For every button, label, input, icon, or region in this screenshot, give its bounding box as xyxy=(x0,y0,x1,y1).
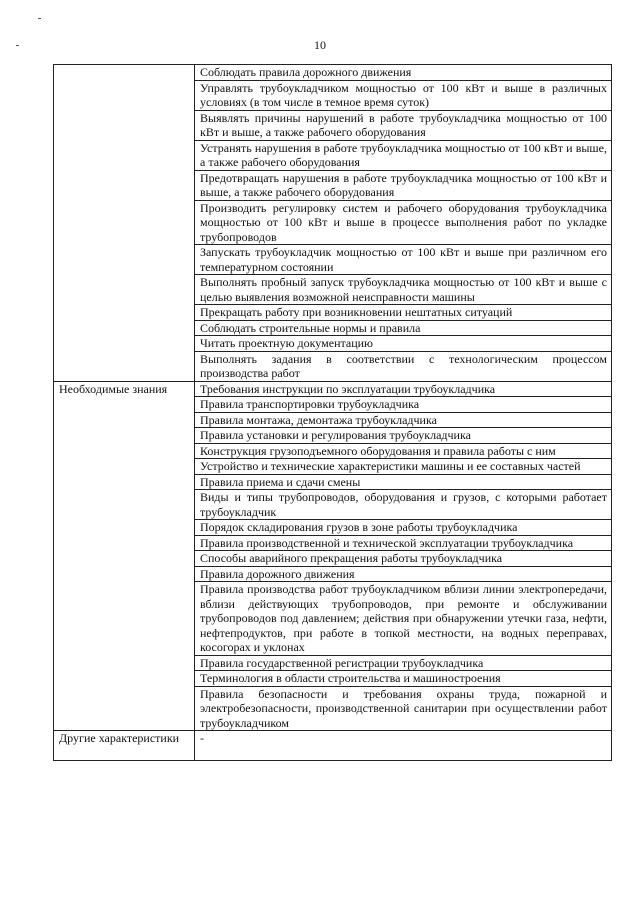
table-cell: Читать проектную документацию xyxy=(195,336,612,352)
table-cell: Правила транспортировки трубоукладчика xyxy=(195,397,612,413)
requirements-table xyxy=(53,64,612,761)
table-cell: Способы аварийного прекращения работы трубоукладчика xyxy=(195,551,612,567)
table-row xyxy=(54,731,612,761)
table-cell: Порядок складирования грузов в зоне работы трубоукладчика xyxy=(195,520,612,536)
table-cell: Устранять нарушения в работе трубоукладчика мощностью от 100 кВт и выше, а также рабочего оборудования xyxy=(195,140,612,170)
section-label: Необходимые знания xyxy=(54,381,195,731)
table-cell: Правила установки и регулирования трубоукладчика xyxy=(195,428,612,444)
table-row xyxy=(54,381,612,397)
table-cell: Правила безопасности и требования охраны труда, пожарной и электробезопасности, производственной санитарии при осуществлении работ трубоукладчиком xyxy=(195,686,612,731)
table-cell: Соблюдать строительные нормы и правила xyxy=(195,320,612,336)
table-cell: Предотвращать нарушения в работе трубоукладчика мощностью от 100 кВт и выше, а также рабочего оборудования xyxy=(195,170,612,200)
page-number: 10 xyxy=(314,38,326,52)
section-label: Другие характеристики xyxy=(54,731,195,761)
table-cell: Конструкция грузоподъемного оборудования и правила работы с ним xyxy=(195,443,612,459)
table-cell: Соблюдать правила дорожного движения xyxy=(195,65,612,81)
table-cell: Виды и типы трубопроводов, оборудования и грузов, с которыми работает трубоукладчик xyxy=(195,490,612,520)
table-row xyxy=(54,65,612,81)
table-cell: Запускать трубоукладчик мощностью от 100 кВт и выше при различном его температурном состоянии xyxy=(195,245,612,275)
table-cell: Правила государственной регистрации трубоукладчика xyxy=(195,655,612,671)
table-cell: Правила производства работ трубоукладчиком вблизи линии электропередачи, вблизи действующих трубопроводов, при ремонте и обслуживании трубопроводов под давлением; действия при обнаружении утечки газа, нефти, нефтепродуктов, при работе в топкой местности, на водных переправах, косогорах и уклонах xyxy=(195,582,612,656)
table-cell: Правила приема и сдачи смены xyxy=(195,474,612,490)
table-cell: Правила монтажа, демонтажа трубоукладчика xyxy=(195,412,612,428)
table-cell: - xyxy=(195,731,612,761)
table-cell: Правила дорожного движения xyxy=(195,566,612,582)
table-cell: Выявлять причины нарушений в работе трубоукладчика мощностью от 100 кВт и выше, а также рабочего оборудования xyxy=(195,110,612,140)
scan-mark xyxy=(38,18,41,19)
table-cell: Производить регулировку систем и рабочего оборудования трубоукладчика мощностью от 100 кВт и выше в процессе выполнения работ по укладке трубопроводов xyxy=(195,200,612,245)
table-cell: Выполнять пробный запуск трубоукладчика мощностью от 100 кВт и выше с целью выявления возможной неисправности машины xyxy=(195,275,612,305)
table-cell: Управлять трубоукладчиком мощностью от 100 кВт и выше в различных условиях (в том числе в темное время суток) xyxy=(195,80,612,110)
table-cell: Требования инструкции по эксплуатации трубоукладчика xyxy=(195,381,612,397)
section-label xyxy=(54,65,195,382)
table-cell: Устройство и технические характеристики машины и ее составных частей xyxy=(195,459,612,475)
table-body xyxy=(54,65,612,761)
table-cell: Прекращать работу при возникновении нештатных ситуаций xyxy=(195,305,612,321)
table-cell: Выполнять задания в соответствии с технологическим процессом производства работ xyxy=(195,351,612,381)
table-cell: Правила производственной и технической эксплуатации трубоукладчика xyxy=(195,535,612,551)
table-cell: Терминология в области строительства и машиностроения xyxy=(195,671,612,687)
